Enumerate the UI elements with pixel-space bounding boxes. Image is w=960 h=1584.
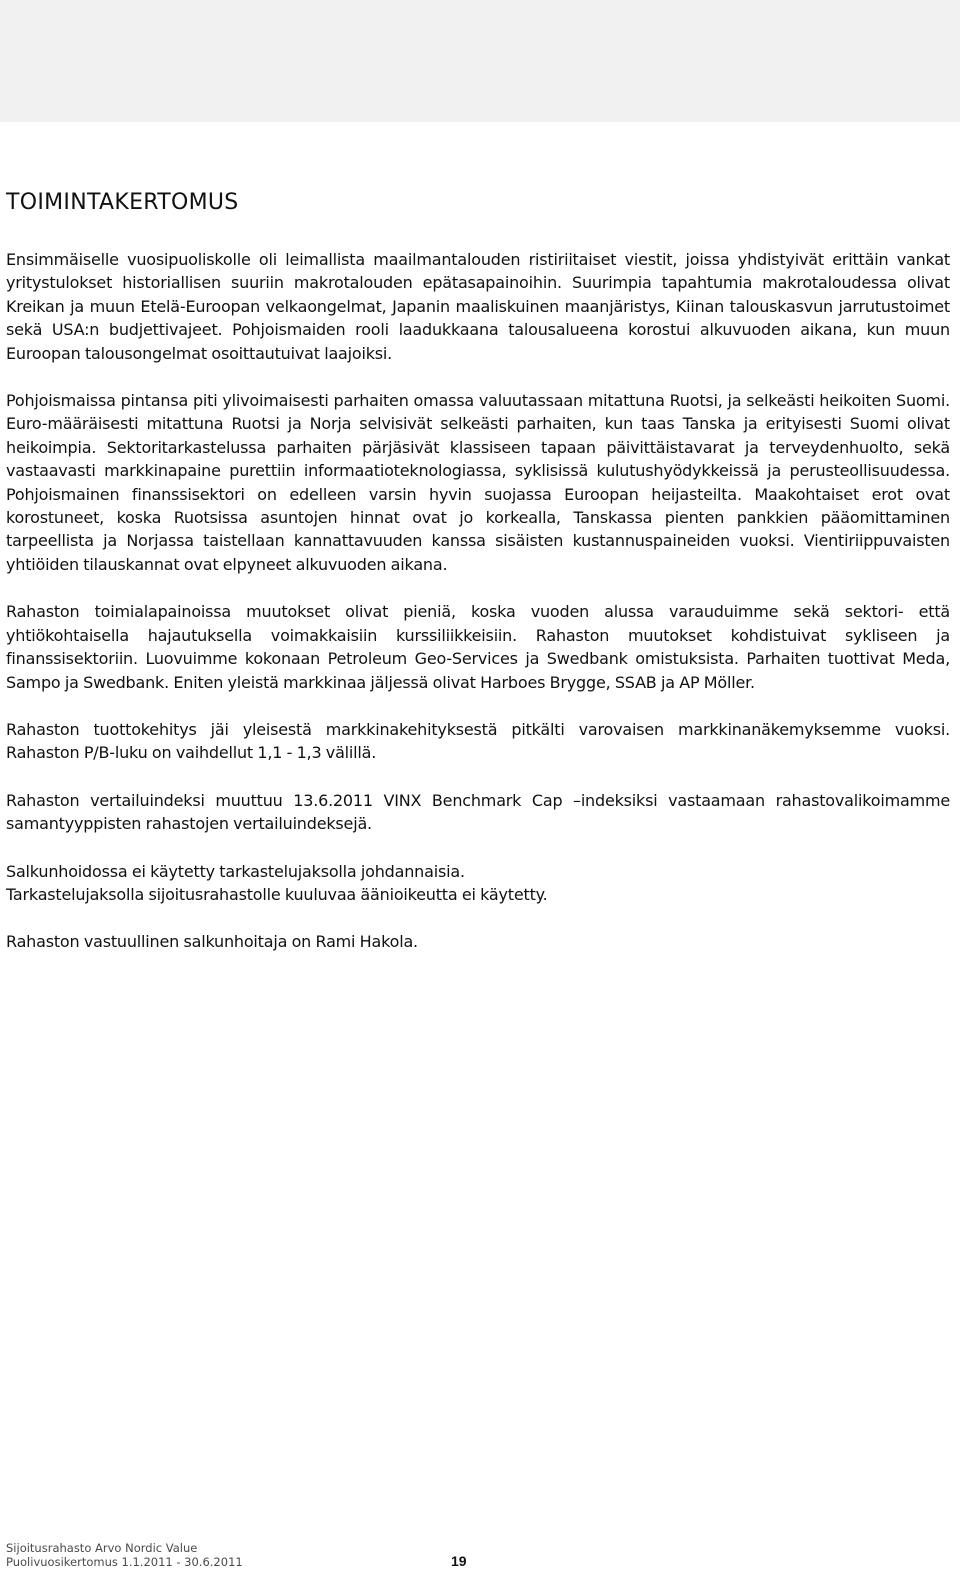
page-footer [6, 1541, 243, 1569]
paragraph-fund-changes: Rahaston toimialapainoissa muutokset olivat pieniä, koska vuoden alussa varauduimme sekä sektori- että yhtiökohtaisella hajautuksella voimakkaisiin kurssiliikkeisiin. Rahaston muutokset kohdistuivat sykliseen ja finanssisektoriin. Luovuimme kokonaan Petroleum Geo-Services ja Swedbank omistuksista. Parhaiten tuottivat Meda, Sampo ja Swedbank. Eniten yleistä markkinaa jäljessä olivat Harboes Brygge, SSAB ja AP Möller. [6, 602, 950, 692]
header-band [0, 0, 960, 122]
paragraph-fund-performance: Rahaston tuottokehitys jäi yleisestä markkinakehityksestä pitkälti varovaisen markkinanäkemyksemme vuoksi. Rahaston P/B-luku on vaihdellut 1,1 - 1,3 välillä. [6, 719, 950, 763]
page-number: 19 [451, 1553, 467, 1569]
paragraph-benchmark-change: Rahaston vertailuindeksi muuttuu 13.6.2011 VINX Benchmark Cap –indeksiksi vastaamaan rahastovalikoimamme samantyyppisten rahastojen vertailuindeksejä. [6, 790, 950, 834]
derivatives-statement: Salkunhoidossa ei käytetty tarkastelujaksolla johdannaisia. [6, 861, 465, 881]
voting-rights-statement: Tarkastelujaksolla sijoitusrahastolle kuuluvaa äänioikeutta ei käytetty. [6, 884, 548, 904]
portfolio-manager-statement: Rahaston vastuullinen salkunhoitaja on Rami Hakola. [6, 932, 418, 952]
document-body [6, 188, 950, 978]
paragraph-nordic-markets: Pohjoismaissa pintansa piti ylivoimaisesti parhaiten omassa valuutassaan mitattuna Ruotsi, ja selkeästi heikoiten Suomi. Euro-määräisesti mitattuna Ruotsi ja Norja selvisivät selkeästi parhaiten, kun taas Tanska ja erityisesti Suomi olivat heikoimpia. Sektoritarkastelussa parhaiten pärjäsivät klassiseen tapaan päivittäistavarat ja terveydenhuolto, sekä vastaavasti markkinapaine purettiin informaatioteknologiassa, syklisissä kulutushyödykkeissä ja perusteollisuudessa. Pohjoismainen finanssisektori on edelleen varsin hyvin suojassa Euroopan heijasteilta. Maakohtaiset erot ovat korostuneet, koska Ruotsissa asuntojen hinnat ovat jo korkealla, Tanskassa pienten pankkien pääomittaminen tarpeellista ja Norjassa taistellaan kannattavuuden kanssa sisäisten kustannuspaineiden vuoksi. Vientiriippuvaisten yhtiöiden tilauskannat ovat elpyneet alkuvuoden aikana. [6, 391, 950, 574]
footer-report-period: Puolivuosikertomus 1.1.2011 - 30.6.2011 [6, 1555, 243, 1569]
footer-fund-name: Sijoitusrahasto Arvo Nordic Value [6, 1541, 198, 1555]
page-title: TOIMINTAKERTOMUS [6, 190, 239, 215]
paragraph-market-overview: Ensimmäiselle vuosipuoliskolle oli leimallista maailmantalouden ristiriitaiset viestit, joissa yhdistyivät erittäin vankat yritystulokset historiallisen suuriin makrotalouden epätasapainoihin. Suurimpia tapahtumia makrotaloudessa olivat Kreikan ja muun Etelä-Euroopan velkaongelmat, Japanin maaliskuinen maanjäristys, Kiinan talouskasvun jarrutustoimet sekä USA:n budjettivajeet. Pohjoismaiden rooli laadukkaana talousalueena korostui alkuvuoden aikana, kun muun Euroopan talousongelmat osoittautuivat laajoiksi. [6, 250, 950, 363]
